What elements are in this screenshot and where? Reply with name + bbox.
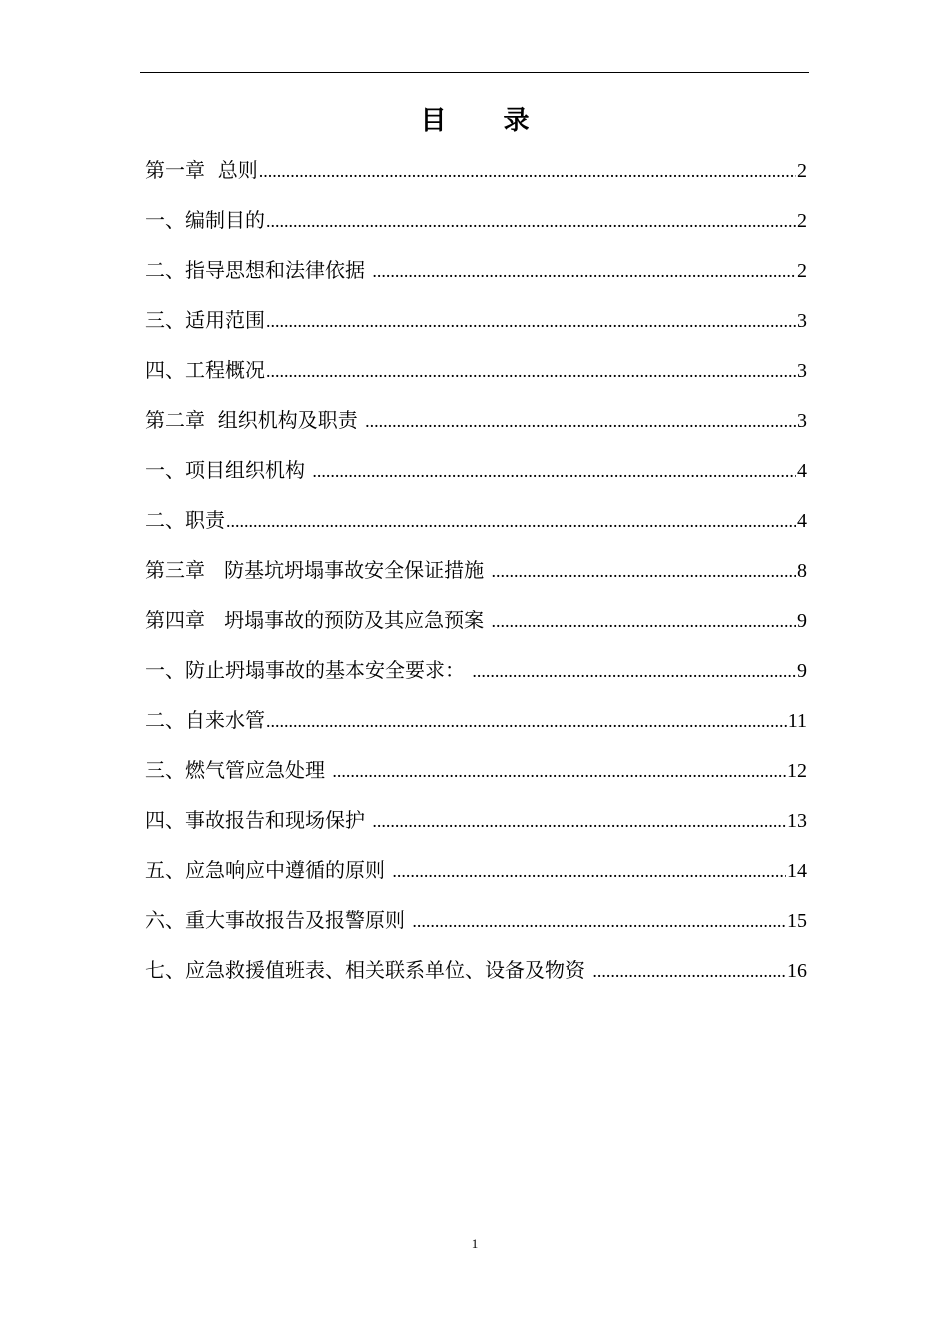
dot-leader	[312, 453, 796, 489]
toc-entry[interactable]	[145, 152, 807, 202]
toc-entry[interactable]	[145, 252, 807, 302]
table-of-contents	[145, 152, 807, 1002]
toc-entry[interactable]	[145, 502, 807, 552]
toc-entry-page: 12	[787, 760, 807, 782]
toc-entry-page: 3	[797, 360, 807, 382]
toc-entry-label: 二、自来水管	[145, 708, 265, 732]
dot-leader	[491, 553, 796, 589]
toc-entry[interactable]	[145, 202, 807, 252]
toc-entry-label: 第一章 总则	[145, 158, 258, 182]
toc-entry-page: 9	[797, 610, 807, 632]
toc-entry-page: 11	[787, 710, 807, 732]
toc-entry[interactable]	[145, 552, 807, 602]
toc-entry-label: 第二章 组织机构及职责	[145, 408, 365, 432]
toc-entry-page: 15	[787, 910, 807, 932]
dot-leader	[592, 953, 786, 989]
toc-entry-page: 4	[797, 510, 807, 532]
toc-entry-page: 4	[797, 460, 807, 482]
toc-entry-label: 三、燃气管应急处理	[145, 758, 332, 782]
dot-leader	[392, 853, 786, 889]
dot-leader	[259, 153, 796, 189]
dot-leader	[491, 603, 796, 639]
dot-leader	[266, 303, 796, 339]
toc-entry-page: 2	[797, 160, 807, 182]
toc-entry[interactable]	[145, 852, 807, 902]
toc-entry-page: 14	[787, 860, 807, 882]
toc-entry-label: 三、适用范围	[145, 308, 265, 332]
toc-entry-label: 一、项目组织机构	[145, 458, 312, 482]
toc-entry[interactable]	[145, 752, 807, 802]
dot-leader	[365, 403, 796, 439]
dot-leader	[332, 753, 786, 789]
toc-entry-page: 16	[787, 960, 807, 982]
toc-entry-page: 2	[797, 260, 807, 282]
dot-leader	[472, 653, 796, 689]
toc-entry[interactable]	[145, 802, 807, 852]
toc-entry-label: 五、应急响应中遵循的原则	[145, 858, 392, 882]
toc-entry-label: 四、工程概况	[145, 358, 265, 382]
toc-entry[interactable]	[145, 652, 807, 702]
toc-entry[interactable]	[145, 902, 807, 952]
toc-entry[interactable]	[145, 402, 807, 452]
dot-leader	[226, 503, 796, 539]
page-title: 目 录	[420, 106, 554, 136]
toc-entry-label: 七、应急救援值班表、相关联系单位、设备及物资	[145, 958, 592, 982]
dot-leader	[266, 353, 796, 389]
toc-entry[interactable]	[145, 452, 807, 502]
toc-entry-label: 二、职责	[145, 508, 225, 532]
toc-entry[interactable]	[145, 302, 807, 352]
header-rule	[140, 72, 809, 73]
toc-entry[interactable]	[145, 702, 807, 752]
dot-leader	[372, 803, 786, 839]
toc-entry[interactable]	[145, 352, 807, 402]
dot-leader	[266, 703, 787, 739]
toc-entry-label: 二、指导思想和法律依据	[145, 258, 372, 282]
dot-leader	[266, 203, 796, 239]
toc-entry-page: 9	[797, 660, 807, 682]
toc-entry-label: 一、编制目的	[145, 208, 265, 232]
toc-entry-label: 四、事故报告和现场保护	[145, 808, 372, 832]
toc-entry-label: 第三章 防基坑坍塌事故安全保证措施	[145, 558, 491, 582]
page-number: 1	[471, 1236, 479, 1251]
dot-leader	[412, 903, 786, 939]
toc-entry-label: 第四章 坍塌事故的预防及其应急预案	[145, 608, 491, 632]
toc-entry[interactable]	[145, 952, 807, 1002]
toc-entry-page: 3	[797, 410, 807, 432]
toc-entry-label: 一、防止坍塌事故的基本安全要求：	[145, 658, 472, 682]
toc-entry-page: 3	[797, 310, 807, 332]
toc-entry-label: 六、重大事故报告及报警原则	[145, 908, 412, 932]
dot-leader	[372, 253, 796, 289]
toc-entry-page: 8	[797, 560, 807, 582]
toc-entry[interactable]	[145, 602, 807, 652]
toc-entry-page: 13	[787, 810, 807, 832]
toc-entry-page: 2	[797, 210, 807, 232]
